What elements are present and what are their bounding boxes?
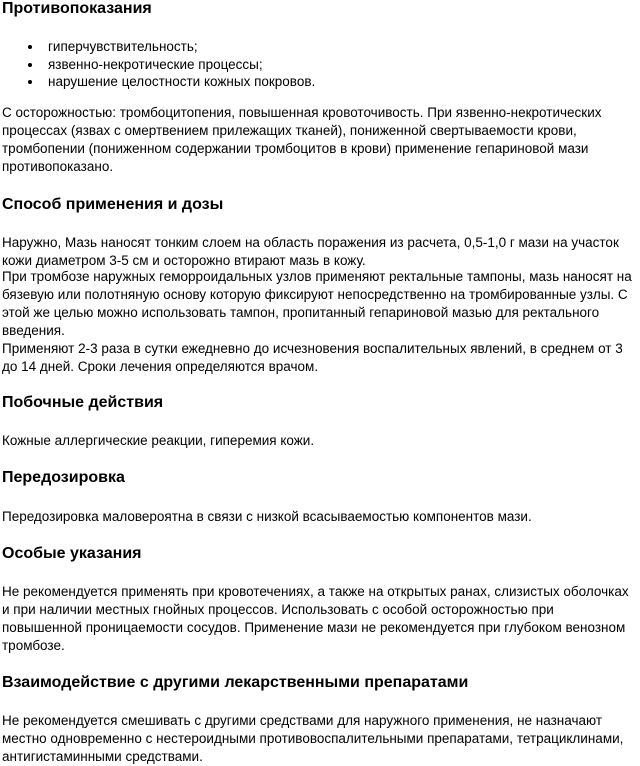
special-instructions-heading: Особые указания xyxy=(2,545,142,562)
usage-paragraph-3: Применяют 2-3 раза в сутки ежедневно до исчезновения воспалительных явлений, в среднем от 3 до 14 дней. Сроки лечения определяются врачом. xyxy=(2,341,623,374)
overdose-text: Передозировка маловероятна в связи с низкой всасываемостью компонентов мази. xyxy=(2,509,532,524)
caution-paragraph: С осторожностью: тромбоцитопения, повышенная кровоточивость. При язвенно-некротических процессах (язвах с омертвением прилежащих тканей), пониженной свертываемости крови, тромбопении (пониженном содержании тромбоцитов в крови) применение гепариновой мази противопоказано. xyxy=(2,105,602,174)
usage-paragraph-1: Наружно, Мазь наносят тонким слоем на область поражения из расчета, 0,5-1,0 г мази на участок кожи диаметром 3-5 см и осторожно втирают мазь в кожу. xyxy=(2,235,619,268)
overdose-heading: Передозировка xyxy=(2,469,125,486)
side-effects-heading: Побочные действия xyxy=(2,394,164,411)
usage-heading: Способ применения и дозы xyxy=(2,196,224,213)
contraindications-heading: Противопоказания xyxy=(2,0,152,17)
special-instructions-text: Не рекомендуется применять при кровотечениях, а также на открытых ранах, слизистых оболочках и при наличии местных гнойных процессов. Использовать с особой осторожностью при повышенной проницаемости сосудов. Применение мази не рекомендуется при глубоком венозном тромбозе. xyxy=(2,584,629,653)
list-item: язвенно-некротические процессы; xyxy=(22,56,315,74)
contraindications-list xyxy=(22,38,315,91)
list-item: нарушение целостности кожных покровов. xyxy=(22,73,315,91)
side-effects-text: Кожные аллергические реакции, гиперемия кожи. xyxy=(2,433,315,448)
interactions-text: Не рекомендуется смешивать с другими средствами для наружного применения, не назначают местно одновременно с нестероидными противовоспалительными препаратами, тетрациклинами, антигистаминными средствами. xyxy=(2,713,624,764)
list-item: гиперчувствительность; xyxy=(22,38,315,56)
interactions-heading: Взаимодействие с другими лекарственными препаратами xyxy=(2,674,469,691)
usage-paragraph-2: При тромбозе наружных геморроидальных узлов применяют ректальные тампоны, мазь наносят на бязевую или полотняную основу которую фиксируют непосредственно на тромбированные узлы. С этой же целью можно использовать тампон, пропитанный гепариновой мазью для ректального введения. xyxy=(2,269,632,338)
